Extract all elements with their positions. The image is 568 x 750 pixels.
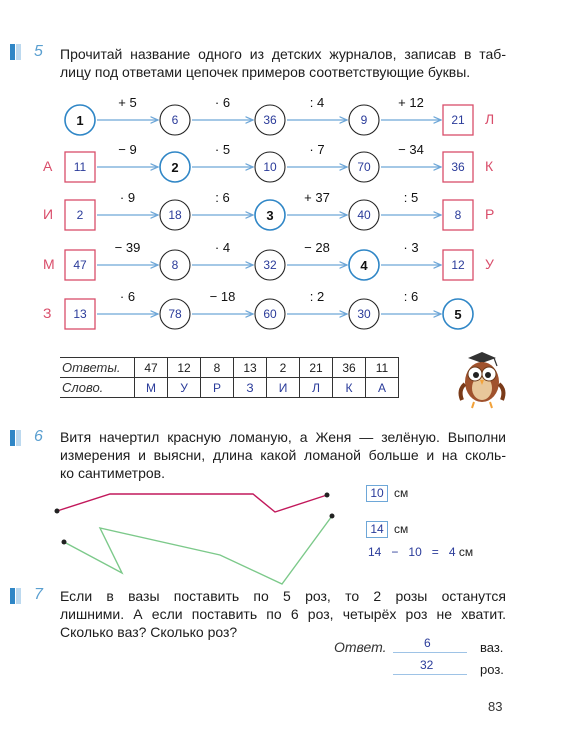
chain-operation: · 9	[119, 190, 136, 205]
chain-operation: · 7	[309, 142, 325, 157]
chain-operation: · 6	[214, 95, 231, 110]
chain-operation: + 5	[118, 95, 137, 110]
answer-cell: 47	[135, 358, 168, 378]
task-6-text-line-3: ко сантиметров.	[60, 465, 165, 481]
green-polyline	[64, 516, 332, 584]
eq-unit: см	[458, 545, 474, 559]
chain-operation: − 9	[118, 142, 137, 157]
red-length-unit: см	[394, 486, 409, 500]
red-polyline	[57, 494, 327, 512]
vases-answer[interactable]: 6	[424, 636, 431, 650]
chain-operation: : 5	[403, 190, 419, 205]
answer-cell: 13	[234, 358, 267, 378]
task-7-text-line-1: Если в вазы поставить по 5 роз, то 2 розы останутся	[60, 588, 506, 604]
eq-b: 10	[408, 545, 422, 559]
eq-op: −	[391, 545, 399, 559]
page-number: 83	[488, 699, 503, 714]
task-5-text-line-1: Прочитай название одного из детских журналов, записав в таб-	[60, 46, 506, 62]
answers-label: Ответы.	[60, 358, 135, 378]
vases-unit: ваз.	[480, 640, 504, 655]
word-letter-cell[interactable]: А	[366, 378, 399, 398]
chain-operation: : 6	[403, 289, 419, 304]
chain-value[interactable]: 2	[76, 208, 84, 222]
word-label: Слово.	[60, 378, 135, 398]
task-6-number: 6	[34, 428, 43, 445]
answer-label: Ответ.	[334, 639, 387, 655]
chain-value[interactable]: 47	[73, 258, 87, 272]
chain-operation: − 34	[398, 142, 424, 157]
answer-cell: 8	[201, 358, 234, 378]
chain-operation: · 6	[119, 289, 136, 304]
chain-start-value: 3	[266, 207, 274, 223]
chain-operation: − 18	[209, 289, 236, 304]
chain-operation: + 37	[304, 190, 330, 205]
chain-value[interactable]: 40	[357, 208, 371, 222]
left-letter: М	[43, 256, 55, 272]
left-letter: И	[43, 206, 54, 222]
right-letter: У	[485, 256, 494, 272]
chain-value[interactable]: 8	[454, 208, 462, 222]
task-7-text-line-2: лишними. А если поставить по 6 роз, четырёх роз не хватит.	[60, 606, 506, 622]
word-letter-cell[interactable]: Л	[300, 378, 333, 398]
chain-value[interactable]: 78	[168, 307, 182, 321]
chain-value[interactable]: 32	[263, 258, 277, 272]
chain-operation: : 4	[309, 95, 325, 110]
answer-cell: 36	[333, 358, 366, 378]
chain-start-value: 4	[360, 257, 368, 273]
chain-operation: · 5	[214, 142, 231, 157]
word-letter-cell[interactable]: З	[234, 378, 267, 398]
chain-start-value: 1	[76, 112, 84, 128]
word-letter-cell[interactable]: У	[168, 378, 201, 398]
chain-start-value: 2	[171, 159, 179, 175]
answer-cell: 11	[366, 358, 399, 378]
chain-value[interactable]: 36	[263, 113, 277, 127]
chain-operation: + 12	[398, 95, 424, 110]
roses-answer[interactable]: 32	[420, 658, 434, 672]
difference-equation	[368, 545, 473, 559]
chain-start-value: 5	[454, 306, 462, 322]
task-6-text-line-2: измерения и выясни, длина какой ломаной больше и на сколь-	[60, 447, 506, 463]
answers-row	[60, 358, 399, 378]
task-5-text-line-2: лицу под ответами цепочек примеров соответствующие буквы.	[60, 64, 471, 80]
answer-cell: 2	[267, 358, 300, 378]
chain-operation: − 28	[304, 240, 330, 255]
chain-value[interactable]: 13	[73, 307, 87, 321]
vases-underline	[393, 652, 467, 653]
chain-operation: : 6	[215, 190, 230, 205]
chain-value[interactable]: 8	[171, 258, 179, 272]
eq-sign: =	[431, 545, 439, 559]
green-length-box[interactable]: 14	[366, 521, 388, 538]
left-letter: З	[43, 305, 52, 321]
chain-value[interactable]: 36	[451, 160, 465, 174]
left-letter: А	[43, 158, 53, 174]
broken-lines	[40, 480, 380, 590]
chain-value[interactable]: 6	[171, 113, 179, 127]
task-7-number: 7	[34, 586, 43, 603]
chain-operation: : 2	[309, 289, 325, 304]
chain-value[interactable]: 10	[263, 160, 277, 174]
task-6-text-line-1: Витя начертил красную ломаную, а Женя — зелёную. Выполни	[60, 429, 506, 445]
chain-operation: · 4	[214, 240, 231, 255]
word-letter-cell[interactable]: Р	[201, 378, 234, 398]
chain-value[interactable]: 30	[357, 307, 371, 321]
right-letter: К	[485, 158, 494, 174]
roses-unit: роз.	[480, 662, 504, 677]
right-letter: Л	[485, 111, 495, 127]
right-letter: Р	[485, 206, 495, 222]
task-7-text-line-3: Сколько ваз? Сколько роз?	[60, 624, 238, 640]
word-letter-cell[interactable]: И	[267, 378, 300, 398]
chain-value[interactable]: 21	[451, 113, 465, 127]
word-letter-cell[interactable]: К	[333, 378, 366, 398]
answer-cell: 21	[300, 358, 333, 378]
word-row	[60, 378, 399, 398]
answer-table	[60, 357, 399, 398]
chain-operation: · 3	[403, 240, 419, 255]
chain-value[interactable]: 60	[263, 307, 277, 321]
chain-value[interactable]: 9	[360, 113, 368, 127]
chain-value[interactable]: 11	[73, 160, 87, 174]
answer-cell: 12	[168, 358, 201, 378]
task-5-number: 5	[34, 43, 43, 60]
chain-operation: − 39	[114, 240, 141, 255]
owl-icon	[450, 350, 510, 410]
chain-value[interactable]: 12	[451, 258, 465, 272]
chain-value[interactable]: 70	[357, 160, 371, 174]
chain-value[interactable]: 18	[168, 208, 182, 222]
eq-a: 14	[368, 545, 382, 559]
eq-result: 4	[448, 545, 456, 559]
roses-underline	[393, 674, 467, 675]
task-6-marker	[10, 430, 22, 446]
task-7-marker	[10, 588, 22, 604]
red-length-box[interactable]: 10	[366, 485, 388, 502]
word-letter-cell[interactable]: М	[135, 378, 168, 398]
green-length-unit: см	[394, 522, 409, 536]
